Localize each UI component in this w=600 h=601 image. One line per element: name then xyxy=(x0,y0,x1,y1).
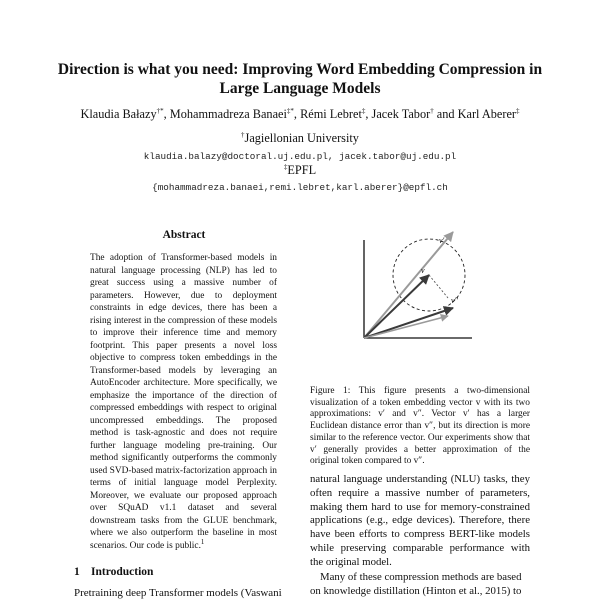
label-v: v xyxy=(421,266,425,275)
label-v-dprime: v″ xyxy=(451,296,458,305)
label-v-prime: v′ xyxy=(439,236,445,245)
author-mark: ‡ xyxy=(361,106,366,115)
body-paragraph: Many of these compression methods are based on knowledge distillation (Hinton et al., 2015) to xyxy=(310,571,522,597)
affiliation-emails-epfl[interactable]: {mohammadreza.banaei,remi.lebret,karl.aberer}@epfl.ch xyxy=(152,182,448,193)
abstract-text xyxy=(90,252,277,552)
section-number: 1 xyxy=(74,566,80,578)
figure-vector-diagram xyxy=(350,226,480,352)
paper-title xyxy=(40,60,560,98)
abstract-heading: Abstract xyxy=(162,229,206,241)
author-name: Mohammadreza Banaei xyxy=(169,107,287,121)
author-name: Klaudia Bałazy xyxy=(80,107,157,121)
footnote-mark[interactable]: 1 xyxy=(200,537,205,546)
author-mark: ‡* xyxy=(286,106,294,115)
author-mark: †* xyxy=(156,106,164,115)
error-segment xyxy=(429,275,448,298)
affiliation-name: EPFL xyxy=(287,163,317,177)
author-mark: † xyxy=(430,106,434,115)
author-name: Karl Aberer xyxy=(457,107,517,121)
affiliation-emails-uj[interactable]: klaudia.balazy@doctoral.uj.edu.pl, jacek.tabor@uj.edu.pl xyxy=(143,151,457,162)
figure-caption: Figure 1: This figure presents a two-dimensional visualization of a token embedding vector v with its two approximations: v′ and v″. Vector v′ has a larger Euclidean distance error than v″, but its direction is more similar to the reference vector. Our experiments show that v′ generally provides a better approximation of the original token compared to v″. xyxy=(310,386,530,467)
author-list: Klaudia Bałazy†*, Mohammadreza Banaei‡*, Rémi Lebret‡, Jacek Tabor† and Karl Aberer‡ xyxy=(80,106,520,121)
affiliation-jagiellonian xyxy=(20,131,580,146)
author-mark: ‡ xyxy=(516,106,520,115)
author-name: Rémi Lebret xyxy=(300,107,362,121)
abstract-body: The adoption of Transformer-based models in natural language processing (NLP) has led to great success using a massive number of parameters. However, due to deployment constraints in edge devices, there has been a rising interest in the compression of these models to improve their inference time and memory footprint. This paper presents a novel loss objective to compress token embeddings in the Transformer-based models by leveraging an AutoEncoder architecture. More specifically, we emphasize the importance of the direction of compressed embeddings with respect to original uncompressed embeddings. The proposed method is task-agnostic and does not require further language modeling pre-training. Our method significantly outperforms the commonly used SVD-based matrix-factorization approach in terms of initial language model Perplexity. Moreover, we evaluate our proposed approach over SQuAD v1.1 dataset and several downstream tasks from the GLUE benchmark, where we also outperform the baseline in most scenarios. Our code is public. xyxy=(90,253,277,551)
affiliation-mark: ‡ xyxy=(283,162,288,171)
section-heading-introduction xyxy=(74,566,153,578)
affiliation-name: Jagiellonian University xyxy=(244,131,359,145)
author-conjunction: and xyxy=(436,107,455,121)
vector-v xyxy=(364,275,429,338)
section-title: Introduction xyxy=(91,566,154,578)
affiliation-epfl xyxy=(20,163,580,178)
affiliation-mark: † xyxy=(241,130,245,139)
author-name: Jacek Tabor xyxy=(371,107,431,121)
body-paragraph: natural language understanding (NLU) tasks, they often require a massive number of parameters, making them hard to use for memory-constrained applications (e.g., edge devices). Therefore, there have been efforts to compress BERT-like models while preserving comparable performance with the original model. xyxy=(310,473,530,568)
introduction-text: Pretraining deep Transformer models (Vaswani xyxy=(74,587,282,599)
title-line-2: Large Language Models xyxy=(219,80,381,97)
title-line-1: Direction is what you need: Improving Word Embedding Compression in xyxy=(57,61,543,78)
